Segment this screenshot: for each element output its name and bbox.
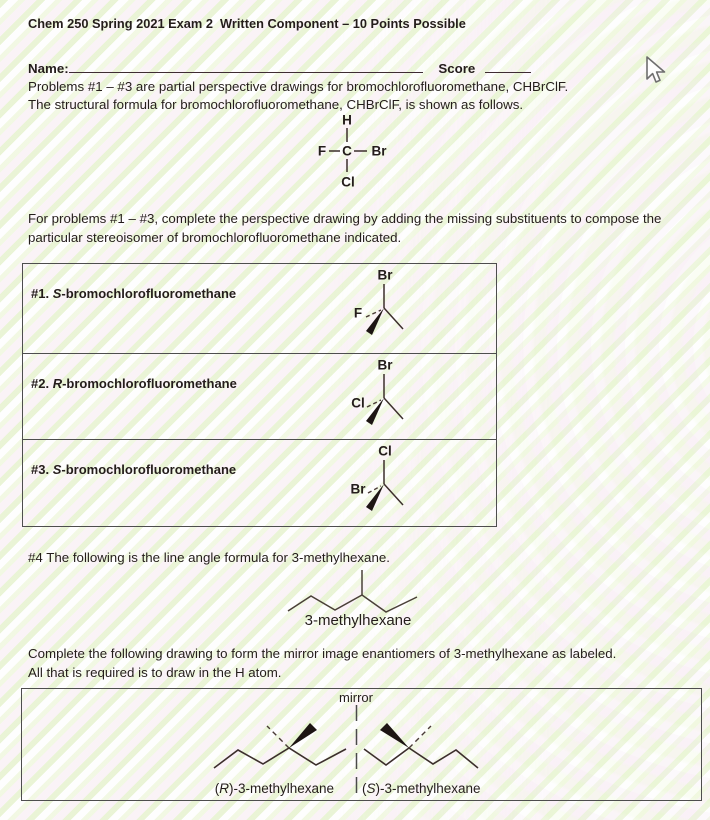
mirror-instruction-line-1: Complete the following drawing to form the mirror image enantiomers of 3-methylhexane as labeled. bbox=[28, 646, 617, 661]
problem-3-number: #3. bbox=[31, 462, 53, 477]
plain-bond bbox=[384, 308, 403, 329]
intro-line-2: The structural formula for bromochlorofluoromethane, CHBrClF, is shown as follows. bbox=[28, 97, 524, 112]
problems-table bbox=[22, 263, 497, 527]
problem-row-2 bbox=[23, 354, 496, 440]
problem-2-name: -bromochlorofluoromethane bbox=[62, 376, 237, 391]
molecule-name-label: 3-methylhexane bbox=[304, 612, 412, 629]
name-blank-line bbox=[69, 58, 423, 73]
wedge-bond bbox=[366, 398, 384, 425]
top-atom-label: Br bbox=[377, 267, 393, 283]
mirror-label: mirror bbox=[339, 690, 373, 705]
top-atom-label: Cl bbox=[378, 443, 392, 459]
s-enantiomer-label bbox=[362, 781, 562, 796]
name-score-line bbox=[28, 58, 531, 76]
name-label: Name: bbox=[28, 61, 69, 76]
r-enantiomer-wedge-bond bbox=[289, 723, 317, 748]
problem-3-label bbox=[31, 462, 236, 477]
mouse-cursor-icon bbox=[644, 55, 668, 87]
cursor-arrow-shape bbox=[647, 57, 665, 82]
r-enantiomer-chain bbox=[214, 748, 346, 768]
r-enantiomer-label bbox=[134, 781, 334, 796]
problem-1-stereo-letter: S bbox=[52, 286, 62, 301]
mirror-image-box bbox=[21, 688, 702, 801]
dashed-atom-label: F bbox=[353, 305, 363, 321]
structural-formula-chbrclf bbox=[300, 107, 410, 191]
r-label-open-paren: ( bbox=[214, 781, 220, 796]
problem-2-number: #2. bbox=[31, 376, 53, 391]
problem-4-heading: #4 The following is the line angle formula for 3-methylhexane. bbox=[28, 550, 390, 565]
r-enantiomer-dashed-bond bbox=[267, 726, 289, 748]
s-enantiomer-dashed-bond bbox=[409, 726, 431, 748]
perspective-drawing-1 bbox=[346, 265, 424, 339]
mirror-instruction-line-2: All that is required is to draw in the H atom. bbox=[28, 665, 282, 680]
problem-1-number: #1. bbox=[31, 286, 53, 301]
perspective-drawing-3 bbox=[346, 441, 424, 515]
score-blank-line bbox=[485, 58, 531, 73]
problem-3-stereo-letter: S bbox=[52, 462, 62, 477]
line-angle-3-methylhexane bbox=[283, 566, 428, 618]
s-label-stereo-letter: S bbox=[366, 781, 376, 796]
s-enantiomer-wedge-bond bbox=[380, 723, 409, 748]
s-label-name: )-3-methylhexane bbox=[375, 781, 481, 796]
r-label-stereo-letter: R bbox=[219, 781, 229, 796]
problem-2-label bbox=[31, 376, 237, 391]
formula-atom-h: H bbox=[342, 112, 352, 128]
dashed-atom-label: Cl bbox=[351, 395, 365, 411]
problem-row-1 bbox=[23, 264, 496, 354]
instructions-paragraph: For problems #1 – #3, complete the perspective drawing by adding the missing substituents to compose the particular stereoisomer of bromochlorofluoromethane indicated. bbox=[28, 211, 662, 245]
problem-1-label bbox=[31, 286, 236, 301]
problem-row-3 bbox=[23, 440, 496, 525]
hexane-chain bbox=[288, 595, 417, 612]
plain-bond bbox=[384, 484, 403, 505]
formula-atom-c: C bbox=[342, 143, 352, 159]
top-atom-label: Br bbox=[377, 357, 393, 373]
dashed-atom-label: Br bbox=[350, 481, 366, 497]
s-enantiomer-chain bbox=[364, 748, 478, 768]
mirror-structures-drawing bbox=[22, 689, 700, 799]
plain-bond bbox=[384, 398, 403, 419]
perspective-drawing-2 bbox=[346, 355, 424, 429]
r-label-name: )-3-methylhexane bbox=[228, 781, 334, 796]
problem-3-name: -bromochlorofluoromethane bbox=[61, 462, 237, 477]
score-label: Score bbox=[438, 61, 476, 76]
formula-atom-f: F bbox=[317, 143, 327, 159]
problem-2-stereo-letter: R bbox=[52, 376, 63, 391]
formula-atom-br: Br bbox=[371, 143, 387, 159]
intro-line-1: Problems #1 – #3 are partial perspective drawings for bromochlorofluoromethane, CHBrClF. bbox=[28, 79, 569, 94]
wedge-bond bbox=[366, 484, 384, 511]
exam-title: Chem 250 Spring 2021 Exam 2 Written Component – 10 Points Possible bbox=[28, 16, 466, 31]
formula-atom-cl: Cl bbox=[341, 174, 355, 190]
s-label-open-paren: ( bbox=[362, 781, 367, 796]
problem-1-name: -bromochlorofluoromethane bbox=[61, 286, 237, 301]
